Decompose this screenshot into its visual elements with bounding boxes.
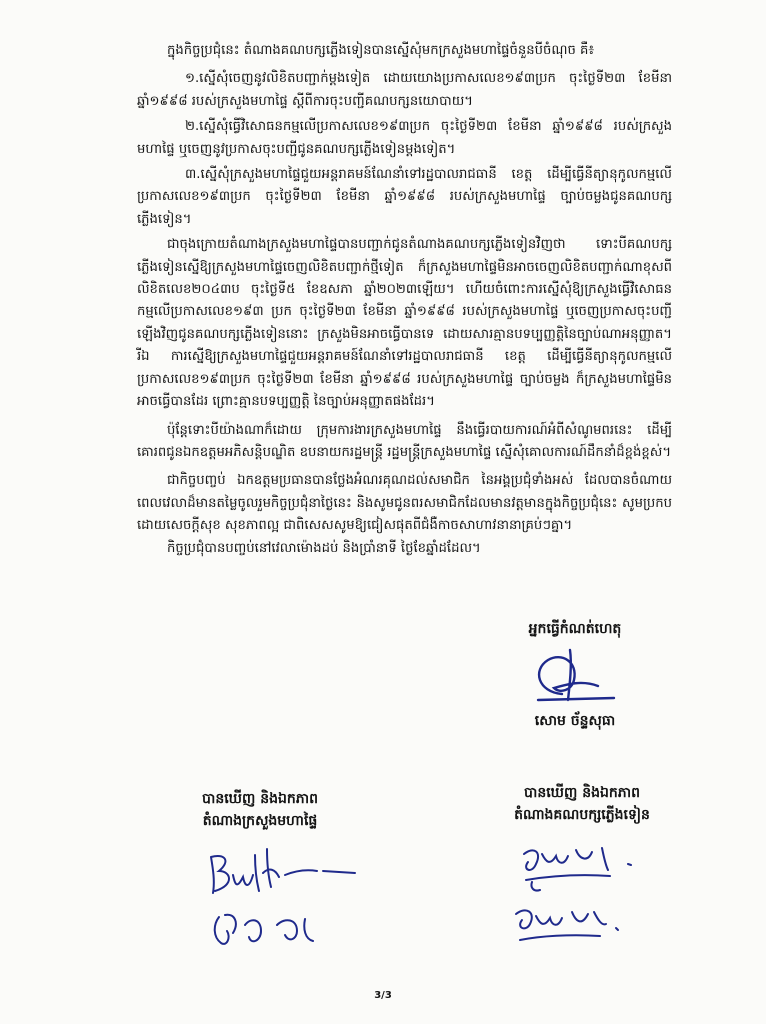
ministry-signature-block	[140, 788, 380, 832]
report-paragraph: ប៉ុន្តែទោះបីយ៉ាងណាក៏ដោយ ក្រុមការងារក្រសួងមហាផ្ទៃ នឹងធ្វើរបាយការណ៍អំពីសំណូមពរនេះ ដើម្បីគោរពជូនឯកឧត្តមអភិសន្តិបណ្ឌិត ឧបនាយករដ្ឋមន្ត្រី រដ្ឋមន្ត្រីក្រសួងមហាផ្ទៃ ស្នើសុំគោលការណ៍ដឹកនាំដ៏ខ្ពង់ខ្ពស់។	[137, 422, 672, 460]
author-role-label: អ្នកធ្វើកំណត់ហេតុ	[528, 621, 622, 637]
request-item-2: ២.ស្នើសុំធ្វើវិសោធនកម្មលើប្រកាសលេខ១៩៣ប្រក ចុះថ្ងៃទី២៣ ខែមីនា ឆ្នាំ១៩៩៨ របស់ក្រសួងមហាផ្ទៃ ឬចេញនូវប្រកាសចុះបញ្ជីជូនគណបក្សភ្លើងទៀនម្តងទៀត។	[137, 119, 672, 157]
meeting-end-paragraph: កិច្ចប្រជុំបានបញ្ចប់នៅវេលាម៉ោងដប់ និងប្រាំនាទី ថ្ងៃខែឆ្នាំដដែល។	[167, 540, 481, 556]
party-org-label: តំណាងគណបក្សភ្លើងទៀន	[514, 807, 650, 823]
ministry-org-label: តំណាងក្រសួងមហាផ្ទៃ	[202, 813, 318, 829]
intro-paragraph: ក្នុងកិច្ចប្រជុំនេះ តំណាងគណបក្សភ្លើងទៀនបានស្នើសុំមកក្រសួងមហាផ្ទៃចំនួនបីចំណុច គឺ៖	[167, 43, 595, 58]
document-body	[137, 40, 672, 566]
party-signature-mark	[510, 840, 640, 960]
author-signature-block	[470, 618, 680, 729]
party-seen-label: បានឃើញ និងឯកភាព	[524, 785, 640, 801]
author-signature-mark	[518, 642, 628, 712]
ministry-response-paragraph: ជាចុងក្រោយតំណាងក្រសួងមហាផ្ទៃបានបញ្ជាក់ជូនតំណាងគណបក្សភ្លើងទៀនវិញថា ទោះបីគណបក្សភ្លើងទៀនស្នើឱ្យក្រសួងមហាផ្ទៃចេញលិខិតបញ្ជាក់ថ្មីទៀត ក៏ក្រសួងមហាផ្ទៃមិនអាចចេញលិខិតបញ្ជាក់ណាខុសពីលិខិតលេខ២០៤៣ប ចុះថ្ងៃទី៥ ខែឧសភា ឆ្នាំ២០២៣ឡើយ។ ហើយចំពោះការស្នើសុំឱ្យក្រសួងធ្វើវិសោធនកម្មលើប្រកាសលេខ១៩៣ ប្រក ចុះថ្ងៃទី២៣ ខែមីនា ឆ្នាំ១៩៩៨ របស់ក្រសួងមហាផ្ទៃ ឬចេញប្រកាសចុះបញ្ជីឡើងវិញជូនគណបក្សភ្លើងទៀននោះ ក្រសួងមិនអាចធ្វើបានទេ ដោយសារគ្មានបទប្បញ្ញត្តិនៃច្បាប់ណាអនុញ្ញាត។ រីឯ ការស្នើឱ្យក្រសួងមហាផ្ទៃជួយអន្តរាគមន៍ណែនាំទៅរដ្ឋបាលរាជធានី ខេត្ត ដើម្បីធ្វើនីត្យានុកូលកម្មលើប្រកាសលេខ១៩៣ប្រក ចុះថ្ងៃទី២៣ ខែមីនា ឆ្នាំ១៩៩៨ របស់ក្រសួងមហាផ្ទៃ ច្បាប់ចម្លង ក៏ក្រសួងមហាផ្ទៃមិនអាចធ្វើបានដែរ ព្រោះគ្មានបទប្បញ្ញត្តិ នៃច្បាប់អនុញ្ញាតផងដែរ។	[137, 237, 672, 410]
ministry-signature-mark	[205, 845, 365, 975]
closing-thanks-paragraph: ជាកិច្ចបញ្ចប់ ឯកឧត្តមប្រធានបានថ្លែងអំណរគុណដល់សមាជិក នៃអង្គប្រជុំទាំងអស់ ដែលបានចំណាយពេលវេលាដ៏មានតម្លៃចូលរួមកិច្ចប្រជុំនាថ្ងៃនេះ និងសូមជូនពរសមាជិកដែលមានវត្តមានក្នុងកិច្ចប្រជុំនេះ សូមប្រកបដោយសេចក្តីសុខ សុខភាពល្អ ជាពិសេសសូមឱ្យជៀសផុតពីជំងឺកាចសាហាវនានាគ្រប់ៗគ្នា។	[137, 473, 672, 534]
request-item-1: ១.ស្នើសុំចេញនូវលិខិតបញ្ជាក់ម្តងទៀត ដោយយោងប្រកាសលេខ១៩៣ប្រក ចុះថ្ងៃទី២៣ ខែមីនា ឆ្នាំ១៩៩៨ របស់ក្រសួងមហាផ្ទៃ ស្តីពីការចុះបញ្ជីគណបក្សនយោបាយ។	[137, 71, 672, 109]
party-signature-block	[462, 782, 702, 826]
page-number: 3/3	[374, 990, 392, 1001]
ministry-seen-label: បានឃើញ និងឯកភាព	[202, 791, 318, 807]
request-item-3: ៣.ស្នើសុំក្រសួងមហាផ្ទៃជួយអន្តរាគមន៍ណែនាំទៅរដ្ឋបាលរាជធានី ខេត្ត ដើម្បីធ្វើនីត្យានុកូលកម្មលើប្រកាសលេខ១៩៣ប្រក ចុះថ្ងៃទី២៣ ខែមីនា ឆ្នាំ១៩៩៨ របស់ក្រសួងមហាផ្ទៃ ច្បាប់ចម្លងជូនគណបក្សភ្លើងទៀន។	[137, 167, 672, 227]
author-name: សោម ច័ន្ទសុធា	[534, 713, 616, 729]
